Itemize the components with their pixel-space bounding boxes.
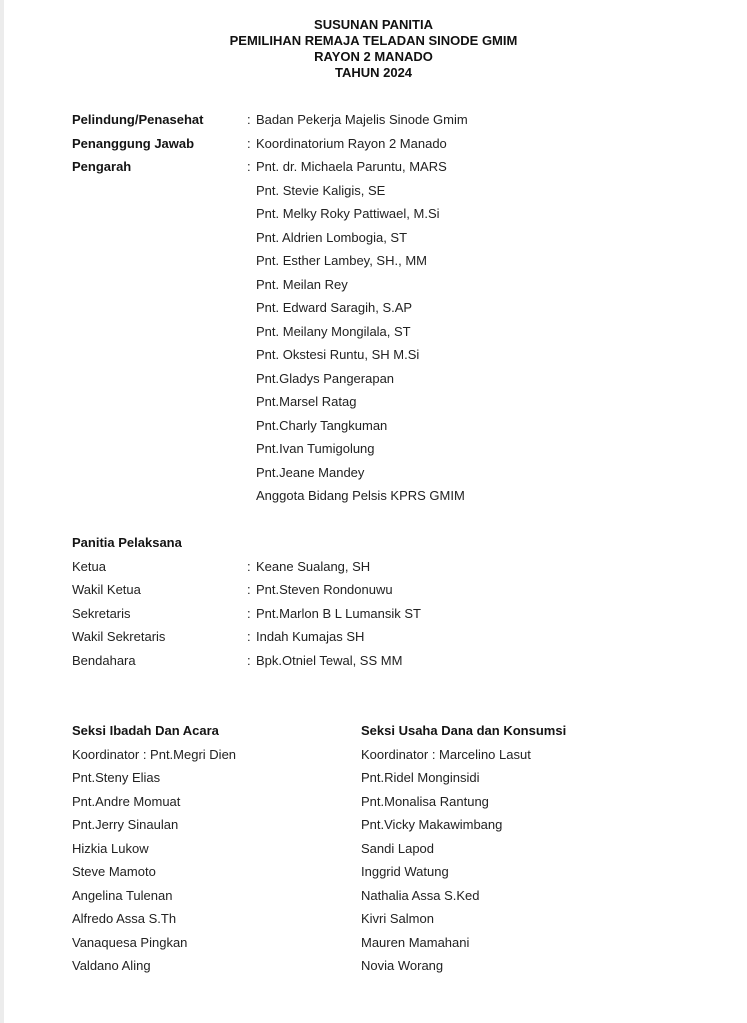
pengarah-member: Pnt. dr. Michaela Paruntu, MARS xyxy=(256,159,447,174)
seksi-usaha-member: Sandi Lapod xyxy=(361,841,435,856)
ketua-label: Ketua xyxy=(72,559,106,574)
pelindung-colon: : xyxy=(247,112,251,127)
seksi-usaha-member: Kivri Salmon xyxy=(361,911,434,926)
pengarah-member: Pnt.Marsel Ratag xyxy=(256,394,357,409)
seksi-ibadah-member: Hizkia Lukow xyxy=(72,841,149,856)
sekretaris-colon: : xyxy=(247,606,251,621)
seksi-ibadah-member: Pnt.Jerry Sinaulan xyxy=(72,817,179,832)
seksi-ibadah-member: Koordinator : Pnt.Megri Dien xyxy=(72,747,237,762)
seksi-usaha-member: Novia Worang xyxy=(361,958,444,973)
seksi-ibadah-member: Steve Mamoto xyxy=(72,864,156,879)
seksi-ibadah-member: Pnt.Andre Momuat xyxy=(72,794,181,809)
title-line-2: PEMILIHAN REMAJA TELADAN SINODE GMIM xyxy=(229,33,518,48)
pengarah-label: Pengarah xyxy=(72,159,132,174)
pengarah-member: Pnt. Esther Lambey, SH., MM xyxy=(256,253,427,268)
wakil-ketua-colon: : xyxy=(247,582,251,597)
pelindung-label: Pelindung/Penasehat xyxy=(72,112,204,127)
page-left-edge xyxy=(0,0,4,1023)
seksi-usaha-member: Pnt.Monalisa Rantung xyxy=(361,794,489,809)
pelindung-value: Badan Pekerja Majelis Sinode Gmim xyxy=(256,112,468,127)
title-line-1: SUSUNAN PANITIA xyxy=(314,17,433,32)
seksi-ibadah-member: Angelina Tulenan xyxy=(72,888,173,903)
pengarah-member: Pnt.Ivan Tumigolung xyxy=(256,441,375,456)
pengarah-member: Pnt.Jeane Mandey xyxy=(256,465,365,480)
pengarah-member: Pnt. Edward Saragih, S.AP xyxy=(256,300,413,315)
wakil-sekretaris-colon: : xyxy=(247,629,251,644)
title-line-4: TAHUN 2024 xyxy=(334,65,413,80)
sekretaris-label: Sekretaris xyxy=(72,606,131,621)
seksi-usaha-member: Mauren Mamahani xyxy=(361,935,470,950)
pengarah-member: Pnt.Gladys Pangerapan xyxy=(256,371,395,386)
ketua-value: Keane Sualang, SH xyxy=(256,559,371,574)
seksi-ibadah-member: Pnt.Steny Elias xyxy=(72,770,161,785)
bendahara-value: Bpk.Otniel Tewal, SS MM xyxy=(256,653,403,668)
wakil-ketua-value: Pnt.Steven Rondonuwu xyxy=(256,582,393,597)
seksi-ibadah-member: Vanaquesa Pingkan xyxy=(72,935,188,950)
pengarah-member: Anggota Bidang Pelsis KPRS GMIM xyxy=(256,488,465,503)
seksi-ibadah-member: Alfredo Assa S.Th xyxy=(72,911,177,926)
bendahara-label: Bendahara xyxy=(72,653,136,668)
pengarah-member: Pnt.Charly Tangkuman xyxy=(256,418,388,433)
wakil-sekretaris-label: Wakil Sekretaris xyxy=(72,629,166,644)
penanggung-jawab-colon: : xyxy=(247,136,251,151)
seksi-usaha-member: Pnt.Vicky Makawimbang xyxy=(361,817,503,832)
pengarah-member: Pnt. Aldrien Lombogia, ST xyxy=(256,230,408,245)
seksi-usaha-member: Pnt.Ridel Monginsidi xyxy=(361,770,480,785)
seksi-usaha-member: Inggrid Watung xyxy=(361,864,449,879)
seksi-usaha-member: Koordinator : Marcelino Lasut xyxy=(361,747,531,762)
wakil-sekretaris-value: Indah Kumajas SH xyxy=(256,629,365,644)
document-title xyxy=(0,17,747,81)
pengarah-member: Pnt. Stevie Kaligis, SE xyxy=(256,183,386,198)
penanggung-jawab-label: Penanggung Jawab xyxy=(72,136,195,151)
penanggung-jawab-value: Koordinatorium Rayon 2 Manado xyxy=(256,136,447,151)
seksi-usaha-heading: Seksi Usaha Dana dan Konsumsi xyxy=(361,723,567,738)
pengarah-member: Pnt. Meilan Rey xyxy=(256,277,348,292)
seksi-ibadah-heading: Seksi Ibadah Dan Acara xyxy=(72,723,219,738)
bendahara-colon: : xyxy=(247,653,251,668)
pengarah-member: Pnt. Melky Roky Pattiwael, M.Si xyxy=(256,206,440,221)
pengarah-member: Pnt. Meilany Mongilala, ST xyxy=(256,324,411,339)
pengarah-member: Pnt. Okstesi Runtu, SH M.Si xyxy=(256,347,420,362)
seksi-ibadah-member: Valdano Aling xyxy=(72,958,151,973)
pengarah-colon: : xyxy=(247,159,251,174)
sekretaris-value: Pnt.Marlon B L Lumansik ST xyxy=(256,606,421,621)
seksi-usaha-member: Nathalia Assa S.Ked xyxy=(361,888,480,903)
pelaksana-heading: Panitia Pelaksana xyxy=(72,535,182,550)
ketua-colon: : xyxy=(247,559,251,574)
wakil-ketua-label: Wakil Ketua xyxy=(72,582,141,597)
title-line-3: RAYON 2 MANADO xyxy=(314,49,433,64)
